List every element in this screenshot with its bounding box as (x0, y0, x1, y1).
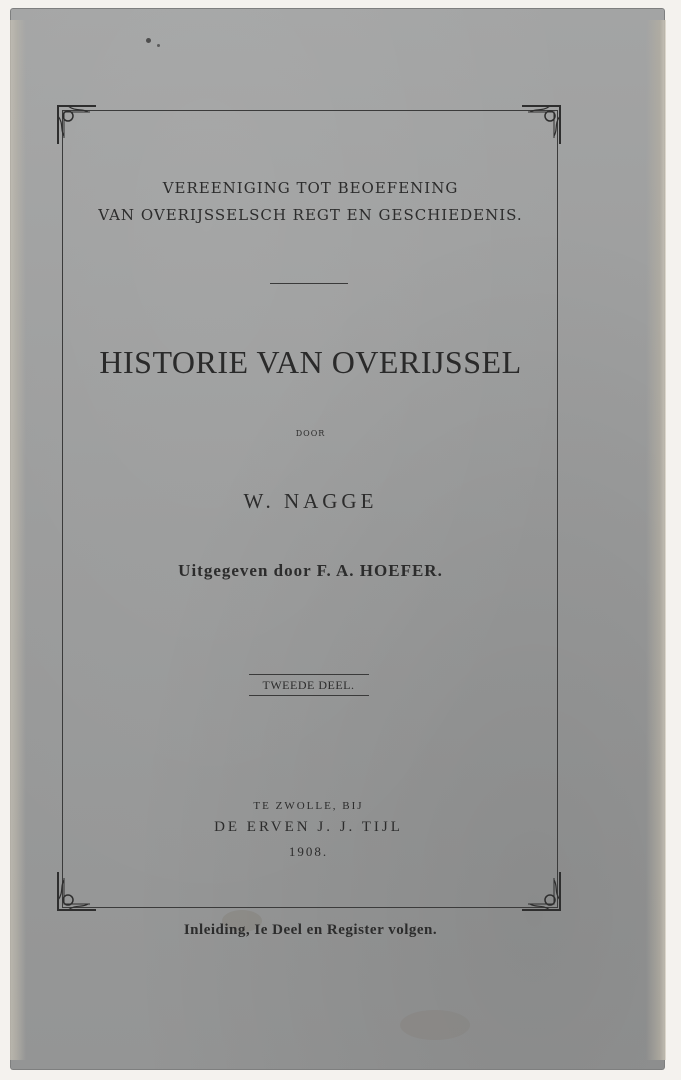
volume-rule-bottom (249, 695, 369, 696)
ornament-corner-icon (54, 102, 100, 148)
ornament-corner-icon (54, 868, 100, 914)
book-title: HISTORIE VAN OVERIJSSEL (99, 344, 522, 380)
sequel-note: Inleiding, Ie Deel en Register volgen. (183, 922, 438, 938)
by-line: DOOR (295, 429, 326, 438)
editor-line: Uitgegeven door F. A. HOEFER. (178, 561, 443, 580)
society-line-1: VEREENIGING TOT BEOEFENING (162, 179, 459, 197)
imprint-place: TE ZWOLLE, BIJ (253, 800, 364, 812)
volume-rule-top (249, 674, 369, 675)
ornament-corner-icon (518, 868, 564, 914)
paper-stain (400, 1010, 470, 1040)
ink-speck (146, 38, 151, 43)
ornament-corner-icon (518, 102, 564, 148)
short-divider (270, 283, 348, 284)
imprint-publisher: DE ERVEN J. J. TIJL (214, 819, 403, 835)
ink-speck (157, 44, 160, 47)
volume-label: TWEEDE DEEL. (262, 678, 355, 692)
author-name: W. NAGGE (243, 489, 378, 513)
society-line-2: VAN OVERIJSSELSCH REGT EN GESCHIEDENIS. (98, 206, 523, 224)
imprint-year: 1908. (288, 844, 329, 859)
